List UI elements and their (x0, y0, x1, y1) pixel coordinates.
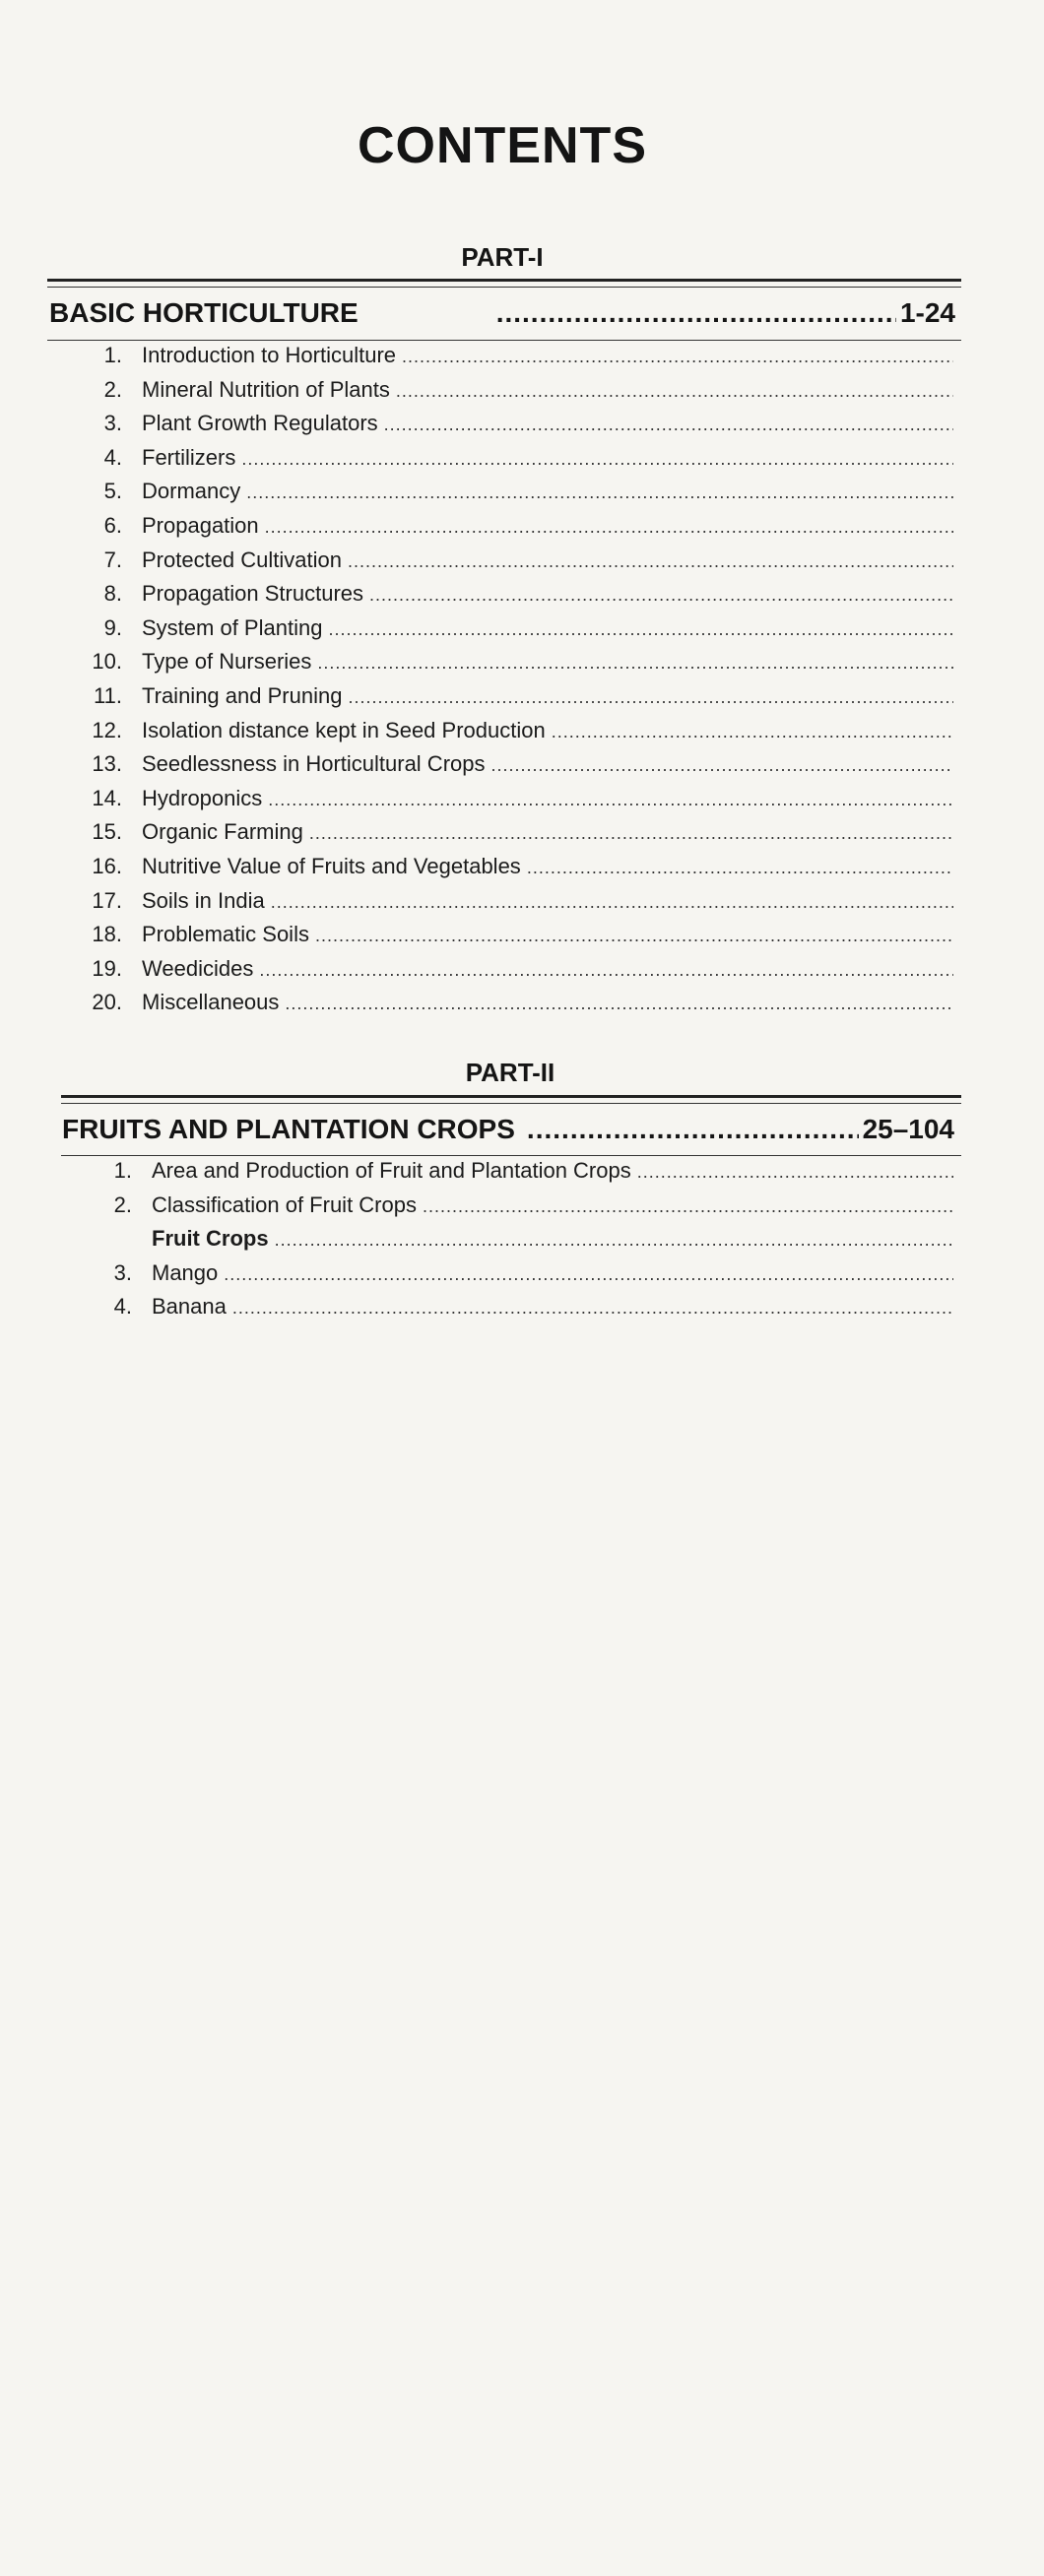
section-rule-bottom (61, 1155, 961, 1156)
toc-entry[interactable] (91, 990, 957, 1029)
entry-number: 6. (103, 512, 122, 538)
entry-number: 5. (103, 479, 122, 504)
entry-title: Dormancy (142, 479, 241, 504)
part-heading: PART-II (465, 1058, 555, 1087)
entry-number: 10. (92, 649, 122, 675)
section-rule-top (47, 279, 961, 282)
entry-title: Protected Cultivation (142, 547, 342, 572)
entry-title: Soils in India (142, 887, 265, 913)
entry-title: Classification of Fruit Crops (152, 1191, 417, 1217)
entry-title: Introduction to Horticulture (142, 343, 397, 367)
entry-number: 12. (92, 717, 122, 742)
toc-list (104, 1158, 957, 1328)
entry-title: Training and Pruning (142, 682, 343, 708)
section-rule-top-thin (47, 287, 961, 288)
entry-title: Weedicides (142, 955, 254, 981)
section-page-range: 1-24 (899, 297, 955, 328)
section-leader-dots (496, 297, 896, 329)
entry-number: 13. (92, 751, 122, 777)
section-rule-top (61, 1095, 961, 1098)
entry-title: Plant Growth Regulators (142, 411, 378, 436)
entry-title: Type of Nurseries (142, 649, 312, 675)
entry-number: 18. (92, 922, 122, 947)
entry-title: Fertilizers (142, 444, 236, 470)
entry-number: 20. (92, 990, 122, 1015)
entry-title: Problematic Soils (142, 922, 309, 947)
entry-title: System of Planting (142, 614, 323, 640)
section-title: BASIC HORTICULTURE (49, 297, 359, 328)
entry-title: Nutritive Value of Fruits and Vegetables (142, 853, 521, 878)
entry-number: 1. (113, 1158, 132, 1183)
entry-number: 3. (103, 411, 122, 436)
entry-title: Miscellaneous (142, 990, 280, 1015)
entry-number: 9. (103, 614, 122, 640)
entry-title: Hydroponics (142, 785, 263, 810)
entry-number: 3. (113, 1259, 132, 1285)
entry-number: 7. (103, 547, 122, 572)
entry-number: 2. (113, 1191, 132, 1217)
entry-title: Fruit Crops (152, 1226, 269, 1251)
entry-number: 2. (103, 376, 122, 402)
page-title: CONTENTS (358, 117, 647, 174)
entry-title: Mineral Nutrition of Plants (142, 376, 390, 402)
entry-number: 15. (92, 819, 122, 845)
toc-entry[interactable] (104, 1294, 957, 1328)
entry-number: 14. (92, 785, 122, 810)
section-rule-bottom (47, 340, 961, 341)
entry-title: Seedlessness in Horticultural Crops (142, 751, 486, 777)
section-leader-dots (527, 1114, 859, 1145)
entry-title: Banana (152, 1294, 227, 1319)
section-title: FRUITS AND PLANTATION CROPS (62, 1114, 515, 1144)
entry-title: Isolation distance kept in Seed Production (142, 717, 546, 742)
entry-number: 8. (103, 581, 122, 607)
section-header (49, 297, 955, 329)
entry-page (104, 1158, 1044, 2576)
entry-title: Propagation (142, 512, 259, 538)
section-rule-top-thin (61, 1103, 961, 1104)
section-page-range: 25–104 (862, 1114, 954, 1144)
entry-title: Mango (152, 1259, 219, 1285)
entry-number: 19. (92, 955, 122, 981)
entry-title: Organic Farming (142, 819, 303, 845)
part-heading: PART-I (461, 242, 544, 272)
entry-number: 11. (94, 682, 122, 708)
entry-number: 4. (103, 444, 122, 470)
entry-number: 16. (92, 853, 122, 878)
section-header (62, 1114, 954, 1145)
entry-title: Area and Production of Fruit and Plantation Crops (152, 1158, 631, 1183)
toc-list (91, 343, 957, 1029)
entry-number: 1. (103, 343, 122, 367)
entry-number: 17. (92, 887, 122, 913)
entry-number: 4. (113, 1294, 132, 1319)
entry-title: Propagation Structures (142, 581, 364, 607)
